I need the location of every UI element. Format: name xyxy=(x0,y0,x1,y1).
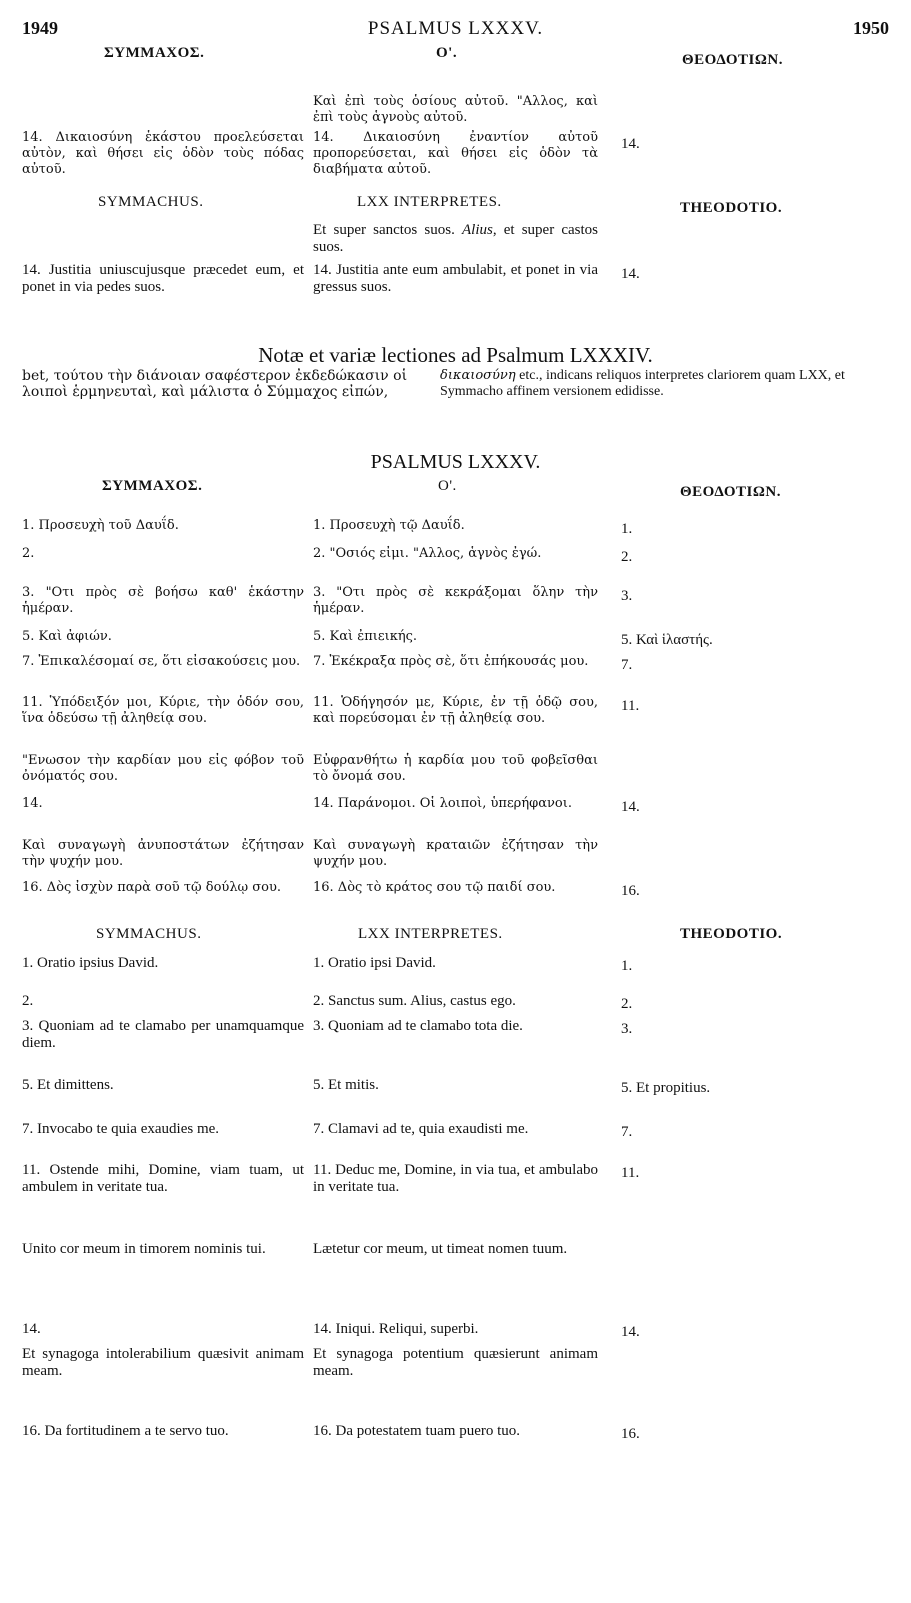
lxx-verse-14-greek: 14. Δικαιοσύνη ἐναντίον αὐτοῦ προπορεύσεται, καὶ θήσει εἰς ὁδὸν τὰ διαβήματα αὐτοῦ. xyxy=(313,130,598,177)
psalm-greek-sym-verse: 11. Ὑπόδειξόν μοι, Κύριε, τὴν ὁδόν σου, ἵνα ὁδεύσω τῇ ἀληθείᾳ σου. xyxy=(22,695,304,726)
psalm-greek-sym-verse: 7. Ἐπικαλέσομαί σε, ὅτι εἰσακούσεις μου. xyxy=(22,654,301,669)
psalm-latin-sym-verse: 3. Quoniam ad te clamabo per unamquamque diem. xyxy=(22,1018,304,1051)
psalm-latin-theo-verse: 3. xyxy=(621,1021,633,1037)
lxx-verse-14-latin: 14. Justitia ante eum ambulabit, et ponet in via gressus suos. xyxy=(313,262,598,295)
notes-right-latin: δικαιοσύνη etc., indicans reliquos interpretes clariorem quam LXX, et Symmacho affinem versionem edidisse. xyxy=(440,368,845,399)
psalm-latin-theo-verse: 2. xyxy=(621,996,633,1012)
sym-verse-14-latin: 14. Justitia uniuscujusque præcedet eum, et ponet in via pedes suos. xyxy=(22,262,304,295)
psalm-greek-sym-verse: 16. Δὸς ἰσχὺν παρὰ σοῦ τῷ δούλῳ σου. xyxy=(22,880,282,895)
psalm-greek-lxx-verse: 14. Παράνομοι. Οἱ λοιποὶ, ὑπερήφανοι. xyxy=(313,796,572,811)
psalm-latin-sym-verse: 7. Invocabo te quia exaudies me. xyxy=(22,1121,220,1137)
psalm-greek-lxx-verse: 16. Δὸς τὸ κράτος σου τῷ παιδί σου. xyxy=(313,880,556,895)
psalm-greek-sym-verse: 14. xyxy=(22,796,43,811)
psalm-latin-lxx-verse: 5. Et mitis. xyxy=(313,1077,379,1093)
lxx-verse-pre-latin: Et super sanctos suos. Alius, et super castos suos. xyxy=(313,222,598,255)
psalm-greek-theo-verse: 5. Καὶ ἱλαστής. xyxy=(621,632,713,648)
psalm-greek-lxx-verse: 3. "Οτι πρὸς σὲ κεκράξομαι ὅλην τὴν ἡμέραν. xyxy=(313,585,598,616)
psalm-latin-sym-verse: 2. xyxy=(22,993,34,1009)
psalm-latin-lxx-verse: 2. Sanctus sum. Alius, castus ego. xyxy=(313,993,516,1009)
theo-verse-14-latin: 14. xyxy=(621,266,640,282)
psalm-latin-head-symmachus: SYMMACHUS. xyxy=(96,926,202,942)
psalm-latin-sym-verse: Et synagoga intolerabilium quæsivit animam meam. xyxy=(22,1346,304,1379)
psalm-latin-lxx-verse: 1. Oratio ipsi David. xyxy=(313,955,436,971)
psalm-greek-sym-verse: 2. xyxy=(22,546,35,561)
psalm-latin-theo-verse: 1. xyxy=(621,958,633,974)
psalm-greek-theo-verse: 2. xyxy=(621,549,633,565)
psalm-latin-theo-verse: 7. xyxy=(621,1124,633,1140)
theo-verse-14-greek: 14. xyxy=(621,136,640,152)
psalm-greek-sym-verse: 3. "Οτι πρὸς σὲ βοήσω καθ' ἑκάστην ἡμέραν. xyxy=(22,585,304,616)
notes-left-greek: bet, τούτου τὴν διάνοιαν σαφέστερον ἐκδεδώκασιν οἱ λοιποὶ ἑρμηνευταὶ, καὶ μάλιστα ὁ Σύμμαχος εἰπών, xyxy=(22,368,408,400)
sym-verse-14-greek: 14. Δικαιοσύνη ἑκάστου προελεύσεται αὐτὸν, καὶ θήσει εἰς ὁδὸν τοὺς πόδας αὐτοῦ. xyxy=(22,130,304,177)
psalm-latin-lxx-verse: 3. Quoniam ad te clamabo tota die. xyxy=(313,1018,523,1034)
page-number-right: 1950 xyxy=(853,18,889,38)
notes-title: Notæ et variæ lectiones ad Psalmum LXXXIV. xyxy=(258,343,653,367)
psalm-greek-sym-verse: Καὶ συναγωγὴ ἀνυποστάτων ἐζήτησαν τὴν ψυχήν μου. xyxy=(22,838,304,869)
psalm-latin-lxx-verse: 14. Iniqui. Reliqui, superbi. xyxy=(313,1321,479,1337)
psalm-latin-sym-verse: Unito cor meum in timorem nominis tui. xyxy=(22,1241,266,1257)
psalm-greek-theo-verse: 11. xyxy=(621,698,640,714)
psalm-greek-lxx-verse: Καὶ συναγωγὴ κραταιῶν ἐζήτησαν τὴν ψυχήν μου. xyxy=(313,838,598,869)
psalm-greek-theo-verse: 16. xyxy=(621,883,640,899)
page-number-left: 1949 xyxy=(22,18,58,38)
psalm-greek-theo-verse: 3. xyxy=(621,588,633,604)
greek-head-symmachus: ΣΥΜΜΑΧΟΣ. xyxy=(104,45,205,61)
running-title: PSALMUS LXXXV. xyxy=(367,18,544,39)
psalm-latin-sym-verse: 5. Et dimittens. xyxy=(22,1077,114,1093)
psalm-greek-lxx-verse: 5. Καὶ ἐπιεικής. xyxy=(313,629,418,644)
psalm-greek-lxx-verse: 2. "Οσιός εἰμι. "Αλλος, ἁγνὸς ἐγώ. xyxy=(313,546,542,561)
psalm-latin-sym-verse: 16. Da fortitudinem a te servo tuo. xyxy=(22,1423,229,1439)
psalm-greek-lxx-verse: 7. Ἐκέκραξα πρὸς σὲ, ὅτι ἐπήκουσάς μου. xyxy=(313,654,589,669)
latin-head-symmachus: SYMMACHUS. xyxy=(98,194,204,210)
lxx-verse-pre-greek: Καὶ ἐπὶ τοὺς ὁσίους αὐτοῦ. "Αλλος, καὶ ἐπὶ τοὺς ἁγνοὺς αὐτοῦ. xyxy=(313,94,598,125)
psalm-greek-sym-verse: 5. Καὶ ἀφιών. xyxy=(22,629,112,644)
psalm-greek-theo-verse: 7. xyxy=(621,657,633,673)
psalm-latin-sym-verse: 11. Ostende mihi, Domine, viam tuam, ut ambulem in veritate tua. xyxy=(22,1162,304,1195)
psalm-latin-sym-verse: 1. Oratio ipsius David. xyxy=(22,955,159,971)
psalm-latin-theo-verse: 16. xyxy=(621,1426,640,1442)
psalm-latin-head-theodotion: THEODOTIO. xyxy=(680,926,783,942)
psalm-latin-lxx-verse: 7. Clamavi ad te, quia exaudisti me. xyxy=(313,1121,529,1137)
psalm-latin-lxx-verse: 11. Deduc me, Domine, in via tua, et ambulabo in veritate tua. xyxy=(313,1162,598,1195)
psalm-greek-lxx-verse: Εὐφρανθήτω ἡ καρδία μου τοῦ φοβεῖσθαι τὸ ὄνομά σου. xyxy=(313,753,598,784)
psalm-latin-theo-verse: 11. xyxy=(621,1165,640,1181)
psalm-greek-theo-verse: 14. xyxy=(621,799,640,815)
psalm-greek-head-lxx: Ο'. xyxy=(438,478,457,494)
greek-head-lxx: Ο'. xyxy=(436,45,458,61)
psalm-greek-sym-verse: "Ενωσον τὴν καρδίαν μου εἰς φόβον τοῦ ὀνόματός σου. xyxy=(22,753,304,784)
psalm-greek-head-symmachus: ΣΥΜΜΑΧΟΣ. xyxy=(102,478,203,494)
latin-head-lxx: LXX INTERPRETES. xyxy=(357,194,502,210)
psalm-latin-lxx-verse: Lætetur cor meum, ut timeat nomen tuum. xyxy=(313,1241,568,1257)
psalm-latin-theo-verse: 14. xyxy=(621,1324,640,1340)
latin-head-theodotion: THEODOTIO. xyxy=(680,200,783,216)
psalm-greek-lxx-verse: 11. Ὁδήγησόν με, Κύριε, ἐν τῇ ὁδῷ σου, καὶ πορεύσομαι ἐν τῇ ἀληθείᾳ σου. xyxy=(313,695,598,726)
psalm-greek-sym-verse: 1. Προσευχὴ τοῦ Δαυΐδ. xyxy=(22,518,179,533)
psalm-greek-head-theodotion: ΘΕΟΔΟΤΙΩΝ. xyxy=(680,484,781,500)
psalm-latin-head-lxx: LXX INTERPRETES. xyxy=(358,926,503,942)
psalm-greek-lxx-verse: 1. Προσευχὴ τῷ Δαυΐδ. xyxy=(313,518,465,533)
psalm-latin-theo-verse: 5. Et propitius. xyxy=(621,1080,711,1096)
greek-head-theodotion: ΘΕΟΔΟΤΙΩΝ. xyxy=(682,52,783,68)
psalm-title: PSALMUS LXXXV. xyxy=(370,451,541,473)
psalm-latin-lxx-verse: 16. Da potestatem tuam puero tuo. xyxy=(313,1423,521,1439)
psalm-greek-theo-verse: 1. xyxy=(621,521,633,537)
psalm-latin-lxx-verse: Et synagoga potentium quæsierunt animam meam. xyxy=(313,1346,598,1379)
psalm-latin-sym-verse: 14. xyxy=(22,1321,41,1337)
